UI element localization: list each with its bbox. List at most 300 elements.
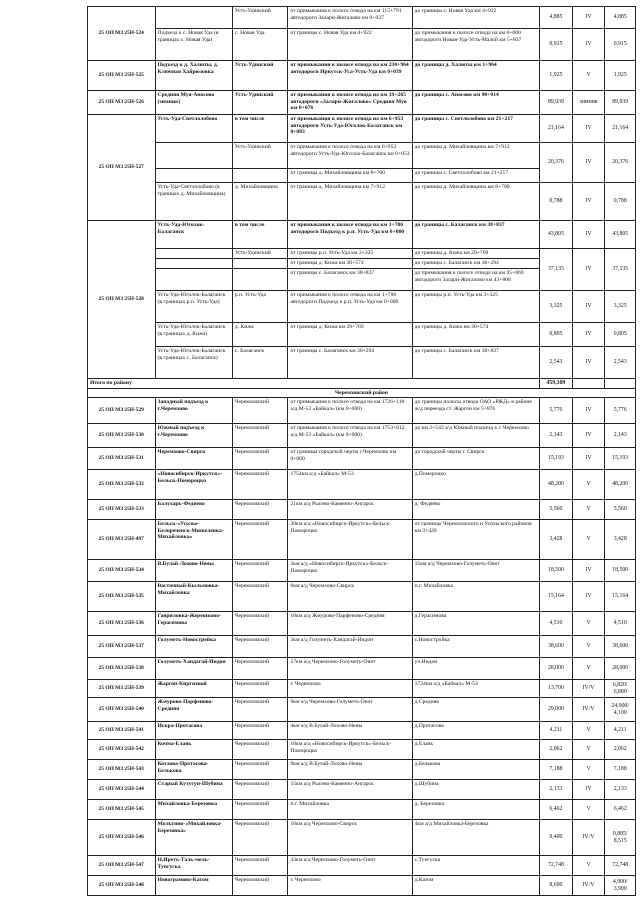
table-row [88, 722, 636, 740]
road-name-cell: Козлова-Протасова-Белькова [155, 760, 232, 780]
category-cell: IV [572, 560, 605, 582]
table-row [88, 183, 636, 221]
start-point-cell: 43км а/д Черемхово-Голуметь-Онот [288, 856, 412, 876]
district-cell: Черемховский [232, 500, 288, 520]
table-row [88, 800, 636, 820]
length-cell: 6,462 [540, 800, 573, 820]
category-cell: IV [572, 323, 605, 347]
length-cell: 2,143 [540, 424, 573, 448]
length-total-cell: 5,776 [605, 398, 636, 424]
road-id-cell: 25 ОП МЗ 25Н-536 [88, 612, 156, 636]
length-cell: 4,885 [540, 7, 573, 29]
start-point-cell: 10км а/д Жмурово-Парфеново-Средняя [288, 612, 412, 636]
length-total-cell: 38,600 [605, 636, 636, 658]
category-cell: IV [572, 582, 605, 612]
table-row [88, 698, 636, 722]
start-point-cell: от примыкания к полосе отвода на км 115+791 автодороги Залари-Жигалово км 0+037 [288, 7, 412, 29]
end-point-cell: до границы с. Балаганск км 38+837 [412, 221, 539, 249]
length-total-cell: 3,325 [605, 291, 636, 323]
road-id-cell: 25 ОП МЗ 25Н-534 [88, 560, 156, 582]
start-point-cell: 57км а/д Черемхово-Голуметь-Онот [288, 658, 412, 680]
road-id-cell: 25 ОП МЗ 25Н-526 [88, 91, 156, 115]
end-point-cell: до границы с. Балаганск км 38+837 [412, 347, 539, 379]
district-cell: Усть-Удинский [232, 7, 288, 29]
road-id-cell: 25 ОП МЗ 25Н-542 [88, 740, 156, 760]
district-cell: в том числе [232, 115, 288, 143]
start-point-cell: 4км а/д В.Булай-Лохово-Нены [288, 722, 412, 740]
table-row [88, 612, 636, 636]
start-point-cell: г. Черемхово [288, 680, 412, 698]
district-cell: с. Новая Уда [232, 29, 288, 61]
end-point-cell: до границы с. Балаганск км 36+294 [412, 259, 539, 269]
length-total-cell: 0,885/ 8,515 [605, 820, 636, 856]
table-row [88, 582, 636, 612]
district-cell [232, 269, 288, 291]
length-total-cell: 4,211 [605, 722, 636, 740]
category-cell: V [572, 470, 605, 500]
length-total-cell: 6,462 [605, 800, 636, 820]
table-row [88, 7, 636, 29]
district-cell: Черемховский [232, 760, 288, 780]
start-point-cell: от границы с. Балаганск км 36+294 [288, 347, 412, 379]
road-id-cell: 25 ОП МЗ 25Н-538 [88, 658, 156, 680]
end-point-cell: д. Березовка [412, 800, 539, 820]
road-name-cell [155, 143, 232, 169]
road-name-cell: Усть-Уда-Юголок-Балаганск [155, 221, 232, 249]
category-cell: V [572, 612, 605, 636]
length-total-cell: 24,900/ 4,100 [605, 698, 636, 722]
district-cell: Черемховский [232, 658, 288, 680]
empty-cell [572, 379, 605, 389]
length-cell: 20,376 [540, 143, 573, 183]
end-point-cell: до границы с. Аносово км 90+014 [412, 91, 539, 115]
end-point-cell: до границы р.п. Усть-Уда км 3+325 [412, 291, 539, 323]
district-total-value: 459,109 [540, 379, 573, 389]
road-name-cell [155, 7, 232, 29]
length-cell: 13,700 [540, 680, 573, 698]
length-total-cell: 0,805 [605, 323, 636, 347]
length-cell: 0,788 [540, 183, 573, 221]
category-cell: V [572, 636, 605, 658]
length-total-cell: 28,000 [605, 658, 636, 680]
category-cell: IV [572, 115, 605, 143]
road-registry-table [87, 6, 636, 896]
district-cell: д. Кижа [232, 323, 288, 347]
length-cell: 4,510 [540, 612, 573, 636]
end-point-cell: д.Помороцко [412, 470, 539, 500]
table-row [88, 680, 636, 698]
road-id-cell: 25 ОП МЗ 25Н-532 [88, 470, 156, 500]
category-cell: IV [572, 424, 605, 448]
length-cell: 2,062 [540, 740, 573, 760]
table-row [88, 856, 636, 876]
length-cell: 0,805 [540, 323, 573, 347]
end-point-cell: д.Катом [412, 876, 539, 896]
start-point-cell: от примыкания к полосе отвода на км 19+265 автодороги «Залари-Жигалово» Средняя Муя км 0+076 [288, 91, 412, 115]
end-point-cell: до границы полосы отвода ОАО «РЖД» в районе ж/д переезда ст. Жаргон км 5+876 [412, 398, 539, 424]
length-cell: 7,188 [540, 760, 573, 780]
category-cell: V [572, 658, 605, 680]
length-total-cell: 2,143 [605, 424, 636, 448]
end-point-cell: 1724км а/д «Байкал» М-53 [412, 680, 539, 698]
end-point-cell: д.Герасимова [412, 612, 539, 636]
road-id-cell: 25 ОП МЗ 25Н-541 [88, 722, 156, 740]
end-point-cell: 4км а/д Михайловка-Березовка [412, 820, 539, 856]
length-total-cell: 48,200 [605, 470, 636, 500]
category-cell: IV [572, 249, 605, 291]
district-cell: Усть-Удинский [232, 143, 288, 169]
length-total-cell: 0,915 [605, 29, 636, 61]
length-cell: 3,428 [540, 520, 573, 560]
start-point-cell: от примыкания к полосе отвода на км 6+953 автодороги Усть-Уда-Юголок-Балаганск км 0+053 [288, 143, 412, 169]
road-name-cell: Западный подъезд к г.Черемхово [155, 398, 232, 424]
district-cell: Черемховский [232, 856, 288, 876]
road-name-cell: Южный подъезд к г.Черемхово [155, 424, 232, 448]
road-id-cell: 25 ОП МЗ 25Н-535 [88, 582, 156, 612]
category-cell: IV [572, 780, 605, 800]
road-name-cell: Усть-Уда-Юголок-Балаганск (в границах д. Кижа) [155, 323, 232, 347]
length-total-cell: 1,925 [605, 61, 636, 91]
start-point-cell: 21км а/д Рысево-Каменно-Ангарск [288, 500, 412, 520]
table-row [88, 658, 636, 680]
table-row [88, 115, 636, 143]
district-cell: Черемховский [232, 876, 288, 896]
road-id-cell: 25 ОП МЗ 25Н-533 [88, 500, 156, 520]
length-cell: 9,400 [540, 820, 573, 856]
district-cell: Черемховский [232, 680, 288, 698]
district-cell: Черемховский [232, 722, 288, 740]
category-cell: V [572, 800, 605, 820]
category-cell: IV [572, 347, 605, 379]
road-id-cell: 25 ОП МЗ 25Н-544 [88, 780, 156, 800]
category-cell: IV/V [572, 680, 605, 698]
end-point-cell: до границы с. Светлолобово км 21+217 [412, 115, 539, 143]
road-name-cell: Голуметь-Хандагай-Индон [155, 658, 232, 680]
length-cell: 1,925 [540, 61, 573, 91]
length-total-cell: 21,164 [605, 115, 636, 143]
category-cell: V [572, 856, 605, 876]
end-point-cell: до примыкания к полосе отвода на км 0+000 автодороги Новая-Уда-Усть-Малой км 5+837 [412, 29, 539, 61]
road-name-cell: Средняя Муя-Аносово (зимник) [155, 91, 232, 115]
start-point-cell: от границы с. Балаганск км 38+837 [288, 269, 412, 291]
table-row [88, 221, 636, 249]
left-binding-strip [3, 0, 7, 905]
table-row [88, 91, 636, 115]
end-point-cell: с.Новостройка [412, 636, 539, 658]
length-cell: 2,543 [540, 347, 573, 379]
length-cell: 0,915 [540, 29, 573, 61]
end-point-cell: д.Белькова [412, 760, 539, 780]
road-id-cell: 25 ОП МЗ 25Н-527 [88, 115, 156, 221]
length-cell: 5,560 [540, 500, 573, 520]
end-point-cell: до границы с. Светлолобово км 21+217 [412, 169, 539, 183]
district-cell [232, 259, 288, 269]
length-cell: 72,748 [540, 856, 573, 876]
table-row [88, 560, 636, 582]
start-point-cell: от границы д. Кижа км 29+769 [288, 323, 412, 347]
length-total-cell: 2,062 [605, 740, 636, 760]
category-cell: IV [572, 7, 605, 29]
road-name-cell: Кочма-Елань [155, 740, 232, 760]
road-id-cell: 25 ОП МЗ 25Н-545 [88, 800, 156, 820]
table-row [88, 448, 636, 470]
road-id-cell: 25 ОП МЗ 25Н-529 [88, 398, 156, 424]
length-cell: 28,000 [540, 658, 573, 680]
category-cell: зимник [572, 91, 605, 115]
district-heading-row [88, 388, 636, 398]
road-name-cell: Усть-Уда-Юголок-Балаганск (в границах р.п. Усть-Уда) [155, 291, 232, 323]
road-name-cell: «Новосибирск-Иркутск»-Бельск-Помороцко [155, 470, 232, 500]
table-row [88, 760, 636, 780]
length-cell: 15,164 [540, 582, 573, 612]
end-point-cell: до границы д. Кижа км 29+769 [412, 249, 539, 259]
length-cell: 43,805 [540, 221, 573, 249]
start-point-cell: 6км а/д Черемхово-Свирск [288, 582, 412, 612]
length-cell: 21,164 [540, 115, 573, 143]
district-cell: Усть-Удинский [232, 91, 288, 115]
road-id-cell: 25 ОП МЗ 25Н-547 [88, 856, 156, 876]
category-cell: V [572, 61, 605, 91]
district-cell: Черемховский [232, 636, 288, 658]
district-cell: в том числе [232, 221, 288, 249]
start-point-cell: 9км а/д Черемхово-Голуметь-Онот [288, 698, 412, 722]
end-point-cell: до границы д. Халюты км 1+964 [412, 61, 539, 91]
start-point-cell: 20км а/д «Новосибирск-Иркутск»-Бельск-Помороцко [288, 520, 412, 560]
table-row [88, 347, 636, 379]
road-id-cell: 25 ОП МЗ 25Н-546 [88, 820, 156, 856]
road-name-cell: Подъезд к с. Новая Уда (в границах с. Новая Уда) [155, 29, 232, 61]
length-total-cell: 89,939 [605, 91, 636, 115]
district-cell: Черемховский [232, 520, 288, 560]
start-point-cell: от примыкания к полосе отвода на км 230+964 автодороги Иркутск-Уса-Усть-Уда км 0+039 [288, 61, 412, 91]
category-cell: IV/V [572, 698, 605, 722]
end-point-cell: до границы с. Новая Уда км 4+922 [412, 7, 539, 29]
road-name-cell: Жмурово-Парфеново-Средняя [155, 698, 232, 722]
start-point-cell: 15км а/д Рысево-Каменно-Ангарск [288, 780, 412, 800]
start-point-cell: 3км а/д Голуметь-Хандагай-Индон [288, 636, 412, 658]
road-id-cell: 25 ОП МЗ 25Н-531 [88, 448, 156, 470]
start-point-cell: от границы р.п. Усть-Уда км 3+325 [288, 249, 412, 259]
length-total-cell: 5,560 [605, 500, 636, 520]
district-cell: Черемховский [232, 560, 288, 582]
district-cell: д. Михайловщина [232, 183, 288, 221]
table-row [88, 424, 636, 448]
start-point-cell: 16км а/д Черемхово-Свирск [288, 820, 412, 856]
end-point-cell: д.Шубина [412, 780, 539, 800]
district-cell: Черемховский [232, 398, 288, 424]
road-name-cell: Усть-Уда-Светлолобово [155, 115, 232, 143]
start-point-cell: п.г. Михайловка [288, 800, 412, 820]
road-id-cell: 25 ОП МЗ 25Н-537 [88, 636, 156, 658]
end-point-cell: п.г. Михайловка [412, 582, 539, 612]
start-point-cell: от примыкания к полосе отвода на км 1+706 автодороги Подъезд к р.п. Усть-Уда км 0+000 [288, 291, 412, 323]
district-cell: Усть-Удинский [232, 61, 288, 91]
end-point-cell: с.Тунгуска [412, 856, 539, 876]
district-cell: р.п. Усть-Уда [232, 291, 288, 323]
length-cell: 37,135 [540, 249, 573, 291]
length-total-cell: 20,376 [605, 143, 636, 183]
length-total-cell: 43,805 [605, 221, 636, 249]
start-point-cell: 3км а/д «Новосибирск-Иркутск»-Бельск-Помороцко [288, 560, 412, 582]
table-row [88, 323, 636, 347]
category-cell: IV/V [572, 820, 605, 856]
road-name-cell: Подъезд к д. Халюты, д. Ключная Хайрюзовка [155, 61, 232, 91]
category-cell: IV [572, 448, 605, 470]
road-name-cell: Восточный-Кыльмовка-Михайловка [155, 582, 232, 612]
length-total-cell: 72,748 [605, 856, 636, 876]
district-cell: Черемховский [232, 800, 288, 820]
length-cell: 89,939 [540, 91, 573, 115]
road-id-cell: 25 ОП МЗ 25Н-524 [88, 7, 156, 61]
district-cell: Черемховский [232, 698, 288, 722]
table-row [88, 143, 636, 169]
road-name-cell: Новограмово-Катом [155, 876, 232, 896]
end-point-cell: до границы д. Михайловщина км 7+912 [412, 143, 539, 169]
category-cell: IV [572, 143, 605, 183]
length-cell: 3,325 [540, 291, 573, 323]
district-cell: Усть-Удинский [232, 249, 288, 259]
end-point-cell: до примыкания к полосе отвода на км 95+869 автодороги Залари-Жигалово км 43+808 [412, 269, 539, 291]
length-total-cell: 15,164 [605, 582, 636, 612]
table-row [88, 29, 636, 61]
start-point-cell: от границы д. Михайловщина км 8+700 [288, 169, 412, 183]
length-total-cell: 4,510 [605, 612, 636, 636]
length-total-cell: 4,885 [605, 7, 636, 29]
road-id-cell: 25 ОП МЗ 25Н-548 [88, 876, 156, 896]
district-cell: с. Балаганск [232, 347, 288, 379]
road-name-cell [155, 249, 232, 259]
road-id-cell: 25 ОП МЗ 25Н-540 [88, 698, 156, 722]
road-name-cell [155, 259, 232, 269]
end-point-cell: д.Протасова [412, 722, 539, 740]
district-total-row [88, 379, 636, 389]
district-cell: Черемховский [232, 740, 288, 760]
district-cell: Черемховский [232, 820, 288, 856]
start-point-cell: от границы городской черты г.Черемхово км 0+000 [288, 448, 412, 470]
category-cell: V [572, 722, 605, 740]
category-cell: V [572, 500, 605, 520]
table-row [88, 61, 636, 91]
category-cell: IV [572, 398, 605, 424]
district-cell: Черемховский [232, 424, 288, 448]
start-point-cell: от границы д. Михайловщина км 7+912 [288, 183, 412, 221]
start-point-cell: от примыкания к полосе отвода на км 1+706 автодороги Подъезд к р.п. Усть-Уда км 0+000 [288, 221, 412, 249]
length-total-cell: 6,820/ 6,880 [605, 680, 636, 698]
length-cell: 4,211 [540, 722, 573, 740]
start-point-cell: от примыкания к полосе отвода на км 1753+812 а/д М-53 «Байкал» (км 0+000) [288, 424, 412, 448]
road-name-cell: Н.Иреть-Таль-мель-Тунгуска [155, 856, 232, 876]
road-name-cell: Голуметь-Новострейка [155, 636, 232, 658]
length-cell: 5,776 [540, 398, 573, 424]
length-total-cell: 7,188 [605, 760, 636, 780]
category-cell: IV [572, 183, 605, 221]
end-point-cell: до границы д. Михайловщина км 8+700 [412, 183, 539, 221]
start-point-cell: 10км а/д «Новосибирск-Иркутск»-Бельск-Помороцко [288, 740, 412, 760]
table-row [88, 398, 636, 424]
road-name-cell: Жаргон-Киргизной [155, 680, 232, 698]
length-total-cell: 2,543 [605, 347, 636, 379]
road-name-cell: Черемхово-Свирск [155, 448, 232, 470]
table-row [88, 470, 636, 500]
end-point-cell: д. Федяево [412, 500, 539, 520]
road-name-cell: Гавриловка-Жерешково-Герасимова [155, 612, 232, 636]
road-name-cell: Усть-Уда-Светлолобово (в границах д. Михайловщина) [155, 183, 232, 221]
start-point-cell: 9км а/д В.Булай-Лохово-Нены [288, 760, 412, 780]
length-total-cell: 15,193 [605, 448, 636, 470]
district-cell: Черемховский [232, 582, 288, 612]
category-cell: V [572, 740, 605, 760]
district-cell [232, 169, 288, 183]
category-cell: V [572, 760, 605, 780]
road-id-cell: 25 ОП МЗ 25Н-530 [88, 424, 156, 448]
road-name-cell: Искра-Протасова [155, 722, 232, 740]
length-cell: 2,133 [540, 780, 573, 800]
category-cell: IV/V [572, 876, 605, 896]
category-cell: IV [572, 29, 605, 61]
end-point-cell: д.Елань [412, 740, 539, 760]
table-row [88, 820, 636, 856]
road-name-cell: Бельск-«Усолье-Белореченск-Мишелевка-Михайловка» [155, 520, 232, 560]
road-id-cell: 25 ОП МЗ 25Н-528 [88, 221, 156, 379]
road-id-cell: 25 ОП МЗ 25Н-539 [88, 680, 156, 698]
district-total-label: Итого по району [88, 379, 540, 389]
table-row [88, 636, 636, 658]
road-id-cell: 25 ОП МЗ 25Н-497 [88, 520, 156, 560]
length-cell: 15,193 [540, 448, 573, 470]
road-name-cell: Михайловка-Березовка [155, 800, 232, 820]
district-cell: Черемховский [232, 780, 288, 800]
length-cell: 38,600 [540, 636, 573, 658]
length-total-cell: 18,500 [605, 560, 636, 582]
end-point-cell: до границы д. Кижа км 30+574 [412, 323, 539, 347]
end-point-cell: 15км а/д Черемхово-Голуметь-Онот [412, 560, 539, 582]
road-name-cell: Усть-Уда-Юголок-Балаганск (в границах с. Балаганск) [155, 347, 232, 379]
end-point-cell: д.Средняя [412, 698, 539, 722]
length-cell: 8,600 [540, 876, 573, 896]
road-id-cell: 25 ОП МЗ 25Н-525 [88, 61, 156, 91]
district-cell: Черемховский [232, 448, 288, 470]
table-row [88, 876, 636, 896]
road-registry-page [87, 6, 636, 896]
table-row [88, 780, 636, 800]
length-cell: 29,000 [540, 698, 573, 722]
end-point-cell: уч.Индон [412, 658, 539, 680]
category-cell: V [572, 520, 605, 560]
road-name-cell: Балухарь-Федяево [155, 500, 232, 520]
district-cell: Черемховский [232, 612, 288, 636]
empty-cell [605, 379, 636, 389]
road-name-cell [155, 169, 232, 183]
table-row [88, 520, 636, 560]
road-id-cell: 25 ОП МЗ 25Н-543 [88, 760, 156, 780]
table-row [88, 500, 636, 520]
length-total-cell: 37,135 [605, 249, 636, 291]
end-point-cell: от границы Черемховского и Усольского районов км 3+428 [412, 520, 539, 560]
road-name-cell: Мольтино-«Михайловка-Березовка» [155, 820, 232, 856]
road-name-cell: Старый Кутугун-Шубина [155, 780, 232, 800]
start-point-cell: от границы д. Кижа км 30+574 [288, 259, 412, 269]
category-cell: IV [572, 291, 605, 323]
length-total-cell: 3,428 [605, 520, 636, 560]
district-heading: Черемховский район [88, 388, 636, 398]
district-cell: Черемховский [232, 470, 288, 500]
start-point-cell: от границы с. Новая Уда км 4+922 [288, 29, 412, 61]
road-name-cell: В.Булай-Лохово-Нены [155, 560, 232, 582]
road-name-cell [155, 269, 232, 291]
table-row [88, 740, 636, 760]
end-point-cell: до городской черты г. Свирск [412, 448, 539, 470]
length-cell: 18,500 [540, 560, 573, 582]
